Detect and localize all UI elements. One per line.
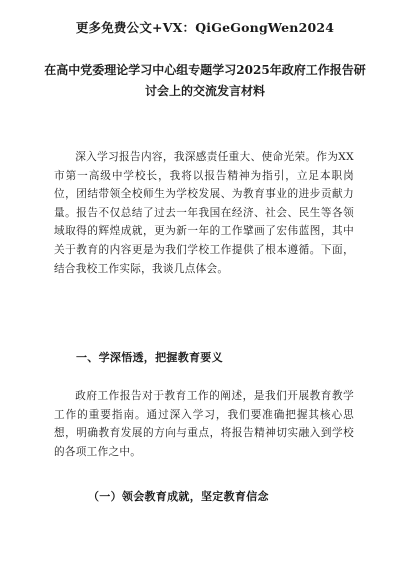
body-paragraph: 政府工作报告对于教育工作的阐述，是我们开展教育教学工作的重要指南。通过深入学习，我们要准确把握其核心思想，明确教育发展的方向与重点，将报告精神切实融入到学校的各项工作之中。 xyxy=(54,390,354,458)
body-paragraph: 深入学习报告内容，我深感责任重大、使命光荣。作为XX市第一高级中学校长，我将以报告精神为指引，立足本职岗位，团结带领全校师生为学校发展、为教育事业的进步贡献力量。报告不仅总结了过去一年我国在经济、社会、民生等各领域取得的辉煌成就，更为新一年的工作擘画了宏伟蓝图，其中关于教育的内容更是为我们学校工作提供了根本遵循。下面，结合我校工作实际，我谈几点体会。 xyxy=(54,151,354,275)
subsection-heading: （一）领会教育成就，坚定教育信念 xyxy=(88,490,269,503)
section-heading: 一、学深悟透，把握教育要义 xyxy=(76,351,223,364)
header-banner: 更多免费公文+VX：QiGeGongWen2024 xyxy=(75,20,335,35)
document-title: 在高中党委理论学习中心组专题学习2025年政府工作报告研讨会上的交流发言材料 xyxy=(44,63,366,98)
